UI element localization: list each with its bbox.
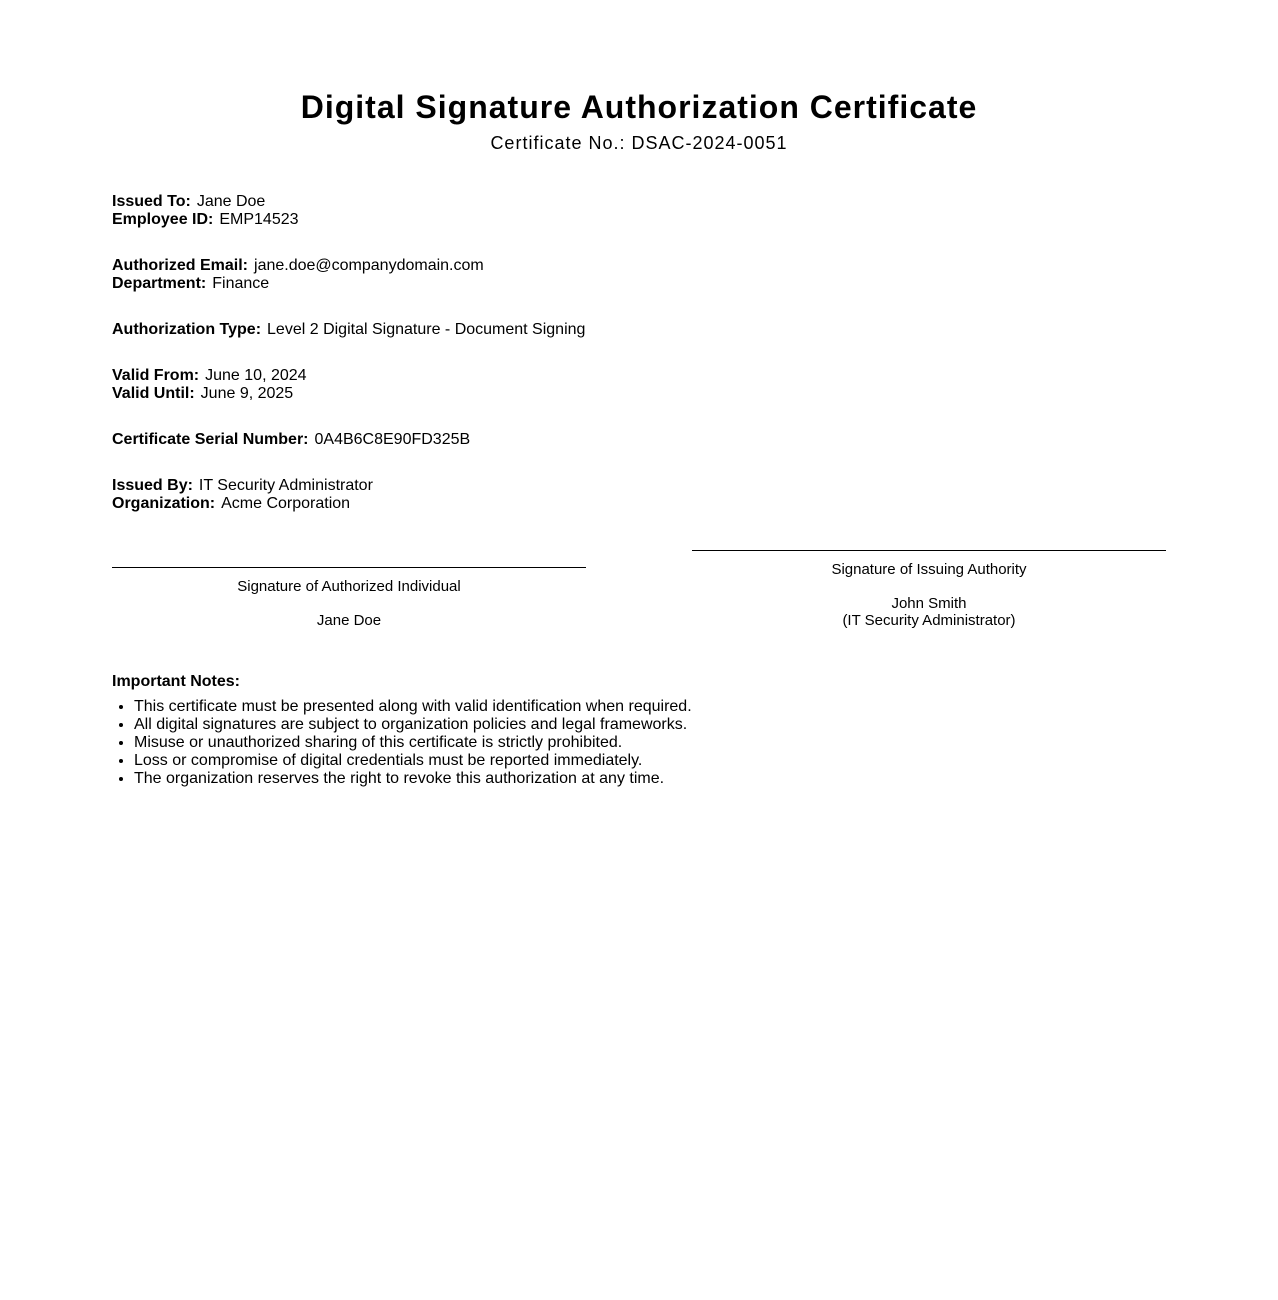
valid-from-row — [112, 367, 1172, 385]
issued-by-label: Issued By: — [112, 477, 193, 494]
organization-label: Organization: — [112, 495, 216, 512]
certificate-title: Digital Signature Authorization Certificate — [300, 89, 978, 125]
organization-row — [112, 495, 1172, 513]
important-notes-list — [112, 698, 692, 788]
employee-id-value: EMP14523 — [219, 211, 299, 228]
issuer-group — [112, 477, 1172, 513]
authority-signer-name: John Smith — [891, 595, 967, 612]
authorization-type-value: Level 2 Digital Signature - Document Signing — [267, 321, 586, 338]
important-notes-heading: Important Notes: — [112, 673, 240, 690]
recipient-group — [112, 193, 1172, 229]
individual-signer-name: Jane Doe — [316, 612, 382, 629]
issued-to-value: Jane Doe — [196, 193, 266, 210]
note-item: • Loss or compromise of digital credentials must be reported immediately. — [134, 752, 692, 770]
valid-until-row — [112, 385, 1172, 403]
serial-group — [112, 431, 1172, 449]
authorization-type-row — [112, 321, 1172, 339]
valid-from-label: Valid From: — [112, 367, 200, 384]
authority-signature-line — [692, 550, 1166, 551]
authorization-group — [112, 321, 1172, 339]
valid-from-value: June 10, 2024 — [205, 367, 307, 384]
authority-signature-caption: Signature of Issuing Authority — [831, 561, 1027, 578]
authorization-type-label: Authorization Type: — [112, 321, 262, 338]
validity-group — [112, 367, 1172, 403]
individual-signature-block — [112, 567, 586, 629]
certificate-fields — [112, 193, 1172, 541]
individual-signature-line — [112, 567, 586, 568]
note-item: • Misuse or unauthorized sharing of this certificate is strictly prohibited. — [134, 734, 692, 752]
department-row — [112, 275, 1172, 293]
valid-until-label: Valid Until: — [112, 385, 195, 402]
department-value: Finance — [212, 275, 270, 292]
note-item: • This certificate must be presented along with valid identification when required. — [134, 698, 692, 716]
issued-by-row — [112, 477, 1172, 495]
issued-to-label: Issued To: — [112, 193, 191, 210]
serial-number-label: Certificate Serial Number: — [112, 431, 309, 448]
serial-number-value: 0A4B6C8E90FD325B — [314, 431, 471, 448]
employee-id-row — [112, 211, 1172, 229]
authority-signer-role: (IT Security Administrator) — [842, 612, 1016, 629]
issued-by-value: IT Security Administrator — [198, 477, 373, 494]
certificate-number: Certificate No.: DSAC-2024-0051 — [490, 133, 788, 153]
contact-group — [112, 257, 1172, 293]
employee-id-label: Employee ID: — [112, 211, 214, 228]
department-label: Department: — [112, 275, 207, 292]
authority-signature-block — [692, 550, 1166, 629]
authorized-email-label: Authorized Email: — [112, 257, 249, 274]
note-item: • All digital signatures are subject to organization policies and legal frameworks. — [134, 716, 692, 734]
organization-value: Acme Corporation — [221, 495, 351, 512]
authorized-email-row — [112, 257, 1172, 275]
note-item: • The organization reserves the right to revoke this authorization at any time. — [134, 770, 692, 788]
authorized-email-value: jane.doe@companydomain.com — [254, 257, 484, 274]
issued-to-row — [112, 193, 1172, 211]
individual-signature-caption: Signature of Authorized Individual — [237, 578, 461, 595]
valid-until-value: June 9, 2025 — [200, 385, 294, 402]
serial-number-row — [112, 431, 1172, 449]
